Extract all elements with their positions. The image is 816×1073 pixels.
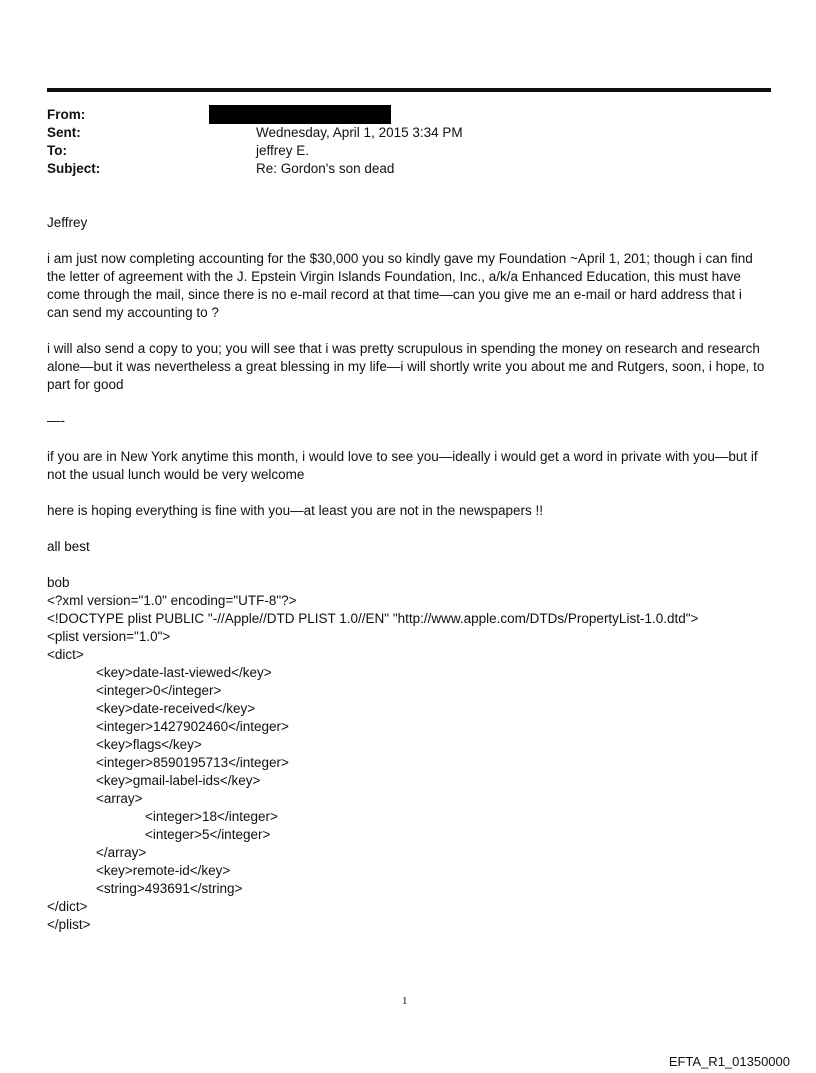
plist-line: <key>flags</key> [96,737,202,752]
greeting: Jeffrey [47,215,88,230]
plist-line: <integer>8590195713</integer> [96,755,289,770]
plist-line: </dict> [47,899,88,914]
plist-line: <integer>18</integer> [145,809,278,824]
plist-line: <key>date-received</key> [96,701,256,716]
dash-text: —- [47,413,65,428]
plist-line: <plist version="1.0"> [47,629,171,644]
plist-line: <?xml version="1.0" encoding="UTF-8"?> [47,593,297,608]
plist-line: <key>date-last-viewed</key> [96,665,272,680]
paragraph-2 [47,340,767,394]
subject-value: Re: Gordon's son dead [256,161,395,176]
paragraph-1 [47,250,767,322]
paragraph-3 [47,448,767,484]
paragraph-2-text: i will also send a copy to you; you will see that i was pretty scrupulous in spending the money on research and research alone—but it was nevertheless a great blessing in my life—i will shortly write you about me and Rutgers, soon, i hope, to part for good [47,341,769,392]
email-body [47,214,767,232]
paragraph-1-text: i am just now completing accounting for the $30,000 you so kindly gave my Foundation ~April 1, 201; though i can find the letter of agreement with the J. Epstein Virgin Islands Foundation, Inc., a/k/a Enhanced Education, this must have come through the mail, since there is no e-mail record at that time—can you give me an e-mail or hard address that i can send my accounting to ? [47,251,757,320]
document-id: EFTA_R1_01350000 [668,1054,790,1069]
paragraph-3-text: if you are in New York anytime this month, i would love to see you—ideally i would get a word in private with you—but if not the usual lunch would be very welcome [47,449,762,482]
from-label: From: [47,107,86,122]
to-value: jeffrey E. [256,143,310,158]
paragraph-4 [47,502,767,520]
paragraph-4-text: here is hoping everything is fine with you—at least you are not in the newspapers !! [47,503,544,518]
plist-line: <key>remote-id</key> [96,863,231,878]
plist-line: </array> [96,845,147,860]
plist-line: <integer>5</integer> [145,827,271,842]
sent-value: Wednesday, April 1, 2015 3:34 PM [256,125,463,140]
dash-line [47,412,767,430]
page-number: 1 [402,995,408,1007]
plist-line: <integer>1427902460</integer> [96,719,289,734]
plist-line: <array> [96,791,143,806]
header-rule [47,88,771,92]
redaction-box [209,105,391,124]
to-label: To: [47,143,67,158]
sent-label: Sent: [47,125,81,140]
plist-line: <string>493691</string> [96,881,243,896]
subject-label: Subject: [47,161,101,176]
signature-text: bob [47,575,70,590]
plist-line: </plist> [47,917,91,932]
signature [47,574,767,592]
closing [47,538,767,556]
plist-line: <integer>0</integer> [96,683,222,698]
closing-text: all best [47,539,90,554]
plist-line: <key>gmail-label-ids</key> [96,773,261,788]
plist-line: <!DOCTYPE plist PUBLIC "-//Apple//DTD PLIST 1.0//EN" "http://www.apple.com/DTDs/PropertyList-1.0.dtd"> [47,611,699,626]
plist-block [47,592,698,934]
plist-line: <dict> [47,647,84,662]
